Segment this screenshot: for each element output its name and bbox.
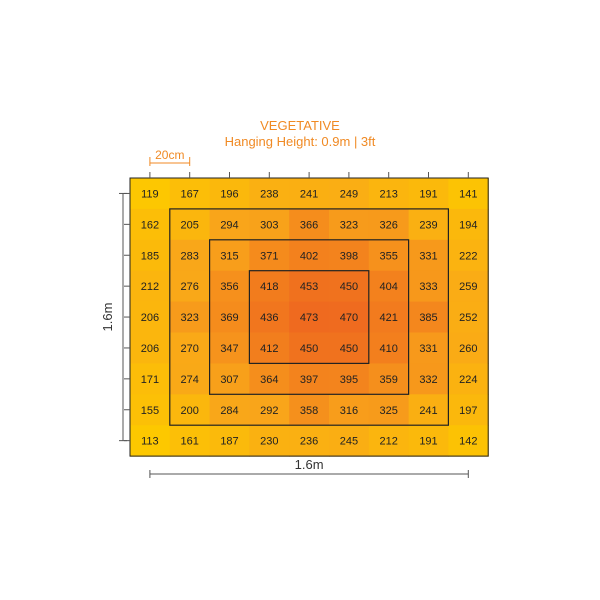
cell-value-label: 141 [459,188,478,201]
cell-value-label: 347 [220,342,239,355]
cell-value-label: 294 [220,219,239,232]
cell-value-label: 326 [379,219,398,232]
cell-value-label: 230 [260,435,279,448]
cell-value-label: 155 [140,404,160,417]
cell-value-label: 284 [220,404,239,417]
cell-value-label: 206 [140,342,160,355]
cell-value-label: 167 [180,188,199,201]
cell-value-label: 222 [459,250,478,263]
cell-value-label: 450 [339,342,359,355]
cell-value-label: 397 [299,373,319,386]
cell-value-label: 369 [220,312,239,325]
cell-value-label: 303 [260,219,279,232]
cell-value-label: 249 [339,188,359,201]
cell-value-label: 371 [260,250,279,263]
cell-value-label: 316 [339,404,359,417]
cell-value-label: 171 [140,373,160,386]
cell-value-label: 191 [419,435,438,448]
cell-value-label: 196 [220,188,239,201]
cell-value-label: 358 [299,404,319,417]
cell-value-label: 239 [419,219,438,232]
cell-value-label: 325 [379,404,398,417]
chart-title: VEGETATIVE [260,118,340,133]
height-dimension-label: 1.6m [100,302,115,332]
cell-value-label: 436 [260,312,279,325]
cell-value-label: 224 [459,373,478,386]
cell-value-label: 241 [419,404,438,417]
cell-value-label: 245 [339,435,359,448]
cell-value-label: 398 [339,250,359,263]
cell-value-label: 418 [260,281,279,294]
cell-value-label: 259 [459,281,478,294]
cell-value-label: 470 [339,312,359,325]
cell-value-label: 385 [419,312,438,325]
cell-value-label: 252 [459,312,478,325]
cell-value-label: 366 [299,219,319,232]
cell-value-label: 260 [459,342,478,355]
cell-value-label: 421 [379,312,398,325]
cell-value-label: 333 [419,281,438,294]
cell-value-label: 206 [140,312,160,325]
cell-value-label: 402 [299,250,319,263]
cell-value-label: 292 [260,404,279,417]
cell-value-label: 241 [299,188,319,201]
cell-value-label: 331 [419,342,438,355]
cell-value-label: 364 [260,373,279,386]
cell-value-label: 200 [180,404,199,417]
cell-value-label: 331 [419,250,438,263]
width-dimension-label: 1.6m [294,457,324,472]
cell-value-label: 450 [299,342,319,355]
cell-value-label: 113 [141,435,159,448]
chart-subtitle: Hanging Height: 0.9m | 3ft [224,134,376,149]
cell-value-label: 212 [379,435,398,448]
cell-value-label: 410 [379,342,398,355]
cell-value-label: 276 [180,281,199,294]
cell-value-label: 212 [140,281,160,294]
cell-value-label: 187 [220,435,239,448]
cell-value-label: 197 [459,404,478,417]
cell-value-label: 355 [379,250,398,263]
cell-value-label: 162 [140,219,160,232]
cell-value-label: 315 [220,250,239,263]
cell-value-label: 142 [459,435,478,448]
cell-value-label: 238 [260,188,279,201]
cell-value-label: 185 [140,250,160,263]
cell-value-label: 453 [299,281,319,294]
cell-value-label: 283 [180,250,199,263]
cell-value-label: 323 [180,312,199,325]
cell-value-label: 356 [220,281,239,294]
cell-value-label: 323 [339,219,359,232]
scale-label: 20cm [155,148,185,162]
cell-value-label: 191 [419,188,438,201]
cell-value-label: 119 [141,188,159,201]
cell-value-label: 205 [180,219,199,232]
cell-value-label: 161 [180,435,199,448]
cell-value-label: 332 [419,373,438,386]
cell-value-label: 236 [299,435,319,448]
cell-value-label: 404 [379,281,398,294]
cell-value-label: 473 [299,312,319,325]
cell-value-label: 359 [379,373,398,386]
cell-value-label: 274 [180,373,199,386]
cell-value-label: 450 [339,281,359,294]
cell-value-label: 213 [379,188,398,201]
cell-value-label: 307 [220,373,239,386]
cell-value-label: 194 [459,219,478,232]
cell-value-label: 270 [180,342,199,355]
cell-value-label: 395 [339,373,359,386]
cell-value-label: 412 [260,342,279,355]
